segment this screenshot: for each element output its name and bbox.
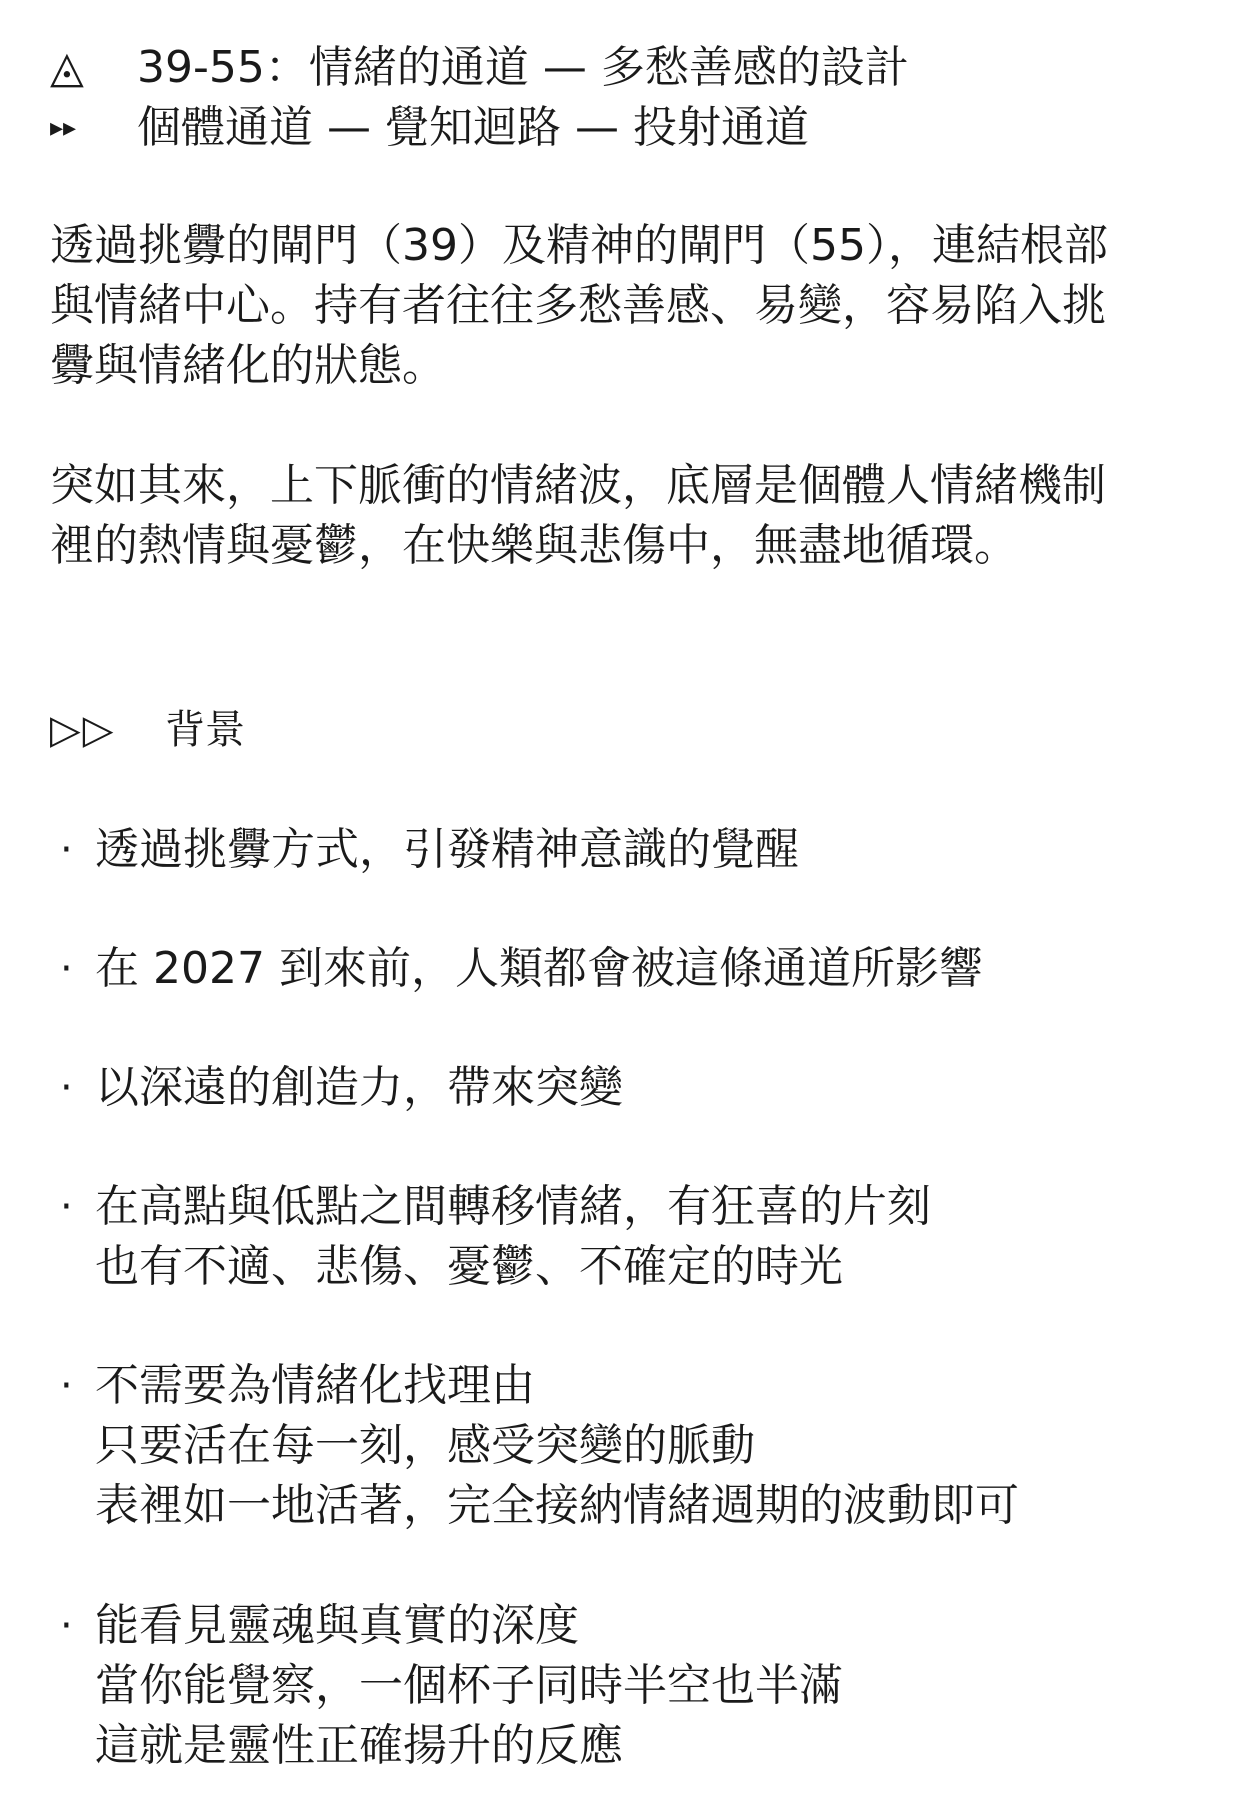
section-title: 背景 (165, 707, 245, 753)
list-item-text: 在高點與低點之間轉移情緒，有狂喜的片刻 (95, 1181, 931, 1232)
paragraph-line: 與情緒中心。持有者往往多愁善感、易變，容易陷入挑 (50, 280, 1106, 331)
list-item-text: 表裡如一地活著，完全接納情緒週期的波動即可 (95, 1480, 1019, 1531)
list-item-text: 也有不適、悲傷、憂鬱、不確定的時光 (95, 1241, 843, 1292)
list-item-text: 這就是靈性正確揚升的反應 (95, 1720, 623, 1771)
list-item-text: 透過挑釁方式，引發精神意識的覺醒 (95, 824, 799, 875)
warning-triangle-icon: ◬ (50, 42, 84, 93)
bullet-dot: · (60, 1603, 73, 1649)
bullet-dot: · (60, 1184, 73, 1230)
list-item-text: 在 2027 到來前，人類都會被這條通道所影響 (95, 943, 983, 994)
bullet-dot: · (60, 946, 73, 992)
list-item-text: 不需要為情緒化找理由 (95, 1360, 535, 1411)
paragraph-line: 釁與情緒化的狀態。 (50, 340, 446, 391)
play-outline-double-icon: ▷▷ (50, 707, 116, 753)
list-item-text: 能看見靈魂與真實的深度 (95, 1600, 579, 1651)
channel-subtitle: 個體通道 — 覺知迴路 — 投射通道 (137, 102, 809, 153)
list-item-text: 以深遠的創造力，帶來突變 (95, 1062, 623, 1113)
channel-title: 39-55：情緒的通道 — 多愁善感的設計 (137, 42, 909, 93)
paragraph-line: 突如其來，上下脈衝的情緒波，底層是個體人情緒機制 (50, 460, 1106, 511)
bullet-dot: · (60, 827, 73, 873)
fast-forward-icon: ▸▸ (50, 113, 77, 143)
list-item-text: 當你能覺察，一個杯子同時半空也半滿 (95, 1660, 843, 1711)
paragraph-line: 透過挑釁的閘門（39）及精神的閘門（55），連結根部 (50, 220, 1108, 271)
bullet-dot: · (60, 1363, 73, 1409)
paragraph-line: 裡的熱情與憂鬱，在快樂與悲傷中，無盡地循環。 (50, 520, 1018, 571)
bullet-dot: · (60, 1065, 73, 1111)
list-item-text: 只要活在每一刻，感受突變的脈動 (95, 1420, 755, 1471)
